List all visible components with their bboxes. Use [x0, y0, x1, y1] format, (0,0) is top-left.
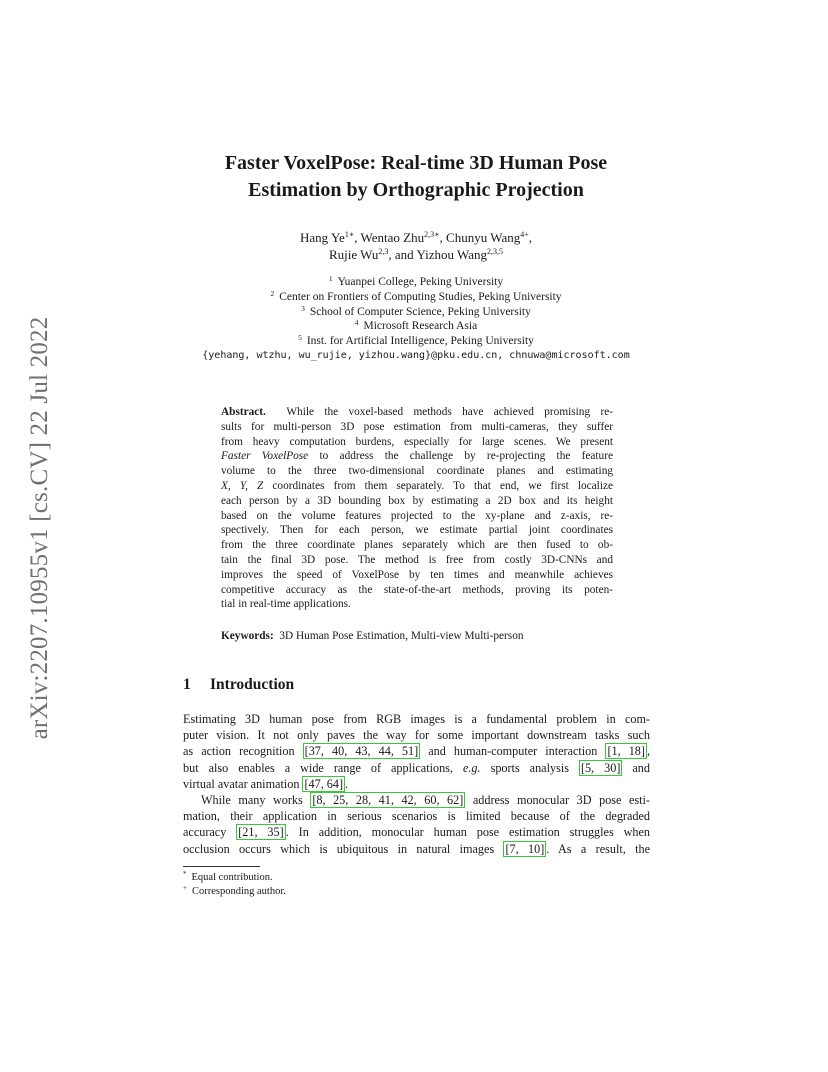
author-affil-mark: 1∗ [344, 230, 355, 239]
citation-link[interactable]: [5, 30] [580, 760, 621, 775]
body-text-span: . In addition, monocular human pose estimation struggles when [285, 825, 651, 840]
affiliation-text: Inst. for Artificial Intelligence, Peking University [306, 335, 534, 348]
section-heading [183, 676, 294, 694]
abstract-text: to address the challenge by re-projecting the feature [308, 450, 613, 463]
author-name: Rujie Wu [328, 247, 379, 262]
body-line [183, 760, 650, 776]
author-separator: , [354, 230, 361, 245]
body-text [183, 711, 650, 857]
affiliation-number: 5 [298, 333, 302, 343]
body-text-span: virtual avatar animation [183, 776, 303, 791]
abstract-line: spectively. Then for each person, we estimate partial joint coordinates [221, 524, 613, 537]
body-line: Estimating 3D human pose from RGB images is a fundamental problem in com- [183, 712, 650, 726]
section-number: 1 [183, 676, 191, 693]
title-line-2: Estimation by Orthographic Projection [248, 179, 584, 201]
author-name: Wentao Zhu [360, 230, 425, 245]
citation-link[interactable]: [21, 35] [238, 825, 284, 840]
title-line-1: Faster VoxelPose: Real-time 3D Human Pose [224, 152, 608, 174]
body-text-span: as action recognition [183, 744, 303, 759]
affiliation-number: 2 [270, 288, 275, 298]
author-line-2 [150, 246, 682, 263]
affiliation-number: 3 [301, 303, 305, 313]
math-xyz: X, Y, Z [221, 479, 264, 492]
citation-link[interactable]: [1, 18] [607, 744, 645, 759]
footnote-text: Equal contribution. [191, 872, 273, 883]
abstract-text: coordinates from them separately. To that end, we first localize [263, 479, 613, 492]
abstract-text: While the voxel-based methods have achieved promising re- [286, 406, 613, 418]
body-line [183, 841, 650, 857]
body-line: puter vision. It not only paves the way for some important downstream tasks such [183, 728, 650, 743]
affiliation-item [150, 290, 682, 305]
affiliation-number: 1 [328, 274, 333, 283]
body-text-span: sports analysis [480, 760, 579, 775]
abstract-line [221, 449, 613, 464]
affiliation-text: Yuanpei College, Peking University [337, 276, 504, 288]
author-affil-mark: 2,3,5 [487, 247, 504, 256]
author-name: Chunyu Wang [446, 230, 521, 245]
author-separator: , [528, 230, 532, 245]
abstract-line: from the three coordinate planes separately which are then fused to ob- [221, 539, 613, 552]
citation-link[interactable]: [47, 64] [304, 776, 344, 791]
body-text-span: . [345, 776, 349, 791]
body-text-span: and human-computer interaction [420, 744, 606, 759]
body-line [183, 792, 650, 808]
author-name: Hang Ye [300, 230, 345, 245]
body-line [183, 776, 650, 792]
body-text-span: address monocular 3D pose esti- [465, 792, 650, 807]
author-affil-mark: 2,3 [378, 247, 389, 256]
affiliation-text: School of Computer Science, Peking University [309, 305, 531, 318]
body-text-span: While many works [201, 792, 311, 807]
author-separator: , and [388, 247, 417, 262]
body-line [183, 743, 650, 759]
footnote-mark: * [183, 870, 187, 878]
body-text-italic: e.g. [462, 760, 481, 775]
email-addresses: {yehang, wtzhu, wu_rujie, yizhou.wang}@pku.edu.cn, chnuwa@microsoft.com [202, 349, 630, 361]
affiliation-text: Microsoft Research Asia [363, 320, 478, 333]
affiliation-item [150, 305, 682, 320]
abstract-line: volume to the three two-dimensional coordinate planes and estimating [221, 465, 613, 478]
abstract-line [221, 479, 613, 494]
body-text-span: accuracy [183, 825, 237, 840]
affiliation-number: 4 [354, 318, 359, 328]
affiliation-item [150, 275, 682, 290]
abstract-line: improves the speed of VoxelPose by ten times and meanwhile achieves [221, 568, 613, 581]
body-text-span: , [646, 744, 650, 759]
method-name: Faster VoxelPose [221, 450, 309, 463]
footnote-divider [183, 866, 260, 867]
body-text-span: . As a result, the [546, 841, 650, 856]
footnote-text: Corresponding author. [191, 886, 286, 897]
author-separator: , [439, 230, 447, 245]
abstract-line: from heavy computation burdens, especially for large scenes. We present [221, 435, 613, 448]
affiliation-list [150, 275, 682, 364]
section-title: Introduction [210, 676, 295, 693]
author-line-1 [150, 229, 682, 246]
body-text-span: occlusion occurs which is ubiquitous in natural images [183, 841, 504, 856]
body-line [183, 824, 650, 840]
footnote-item [183, 885, 286, 899]
arxiv-stamp-text: arXiv:2207.10955v1 [cs.CV] 22 Jul 2022 [26, 316, 53, 740]
abstract-line: based on the volume features projected to the xy-plane and z-axis, re- [221, 509, 613, 522]
abstract-line: each person by a 3D bounding box by estimating a 2D box and its height [221, 494, 613, 507]
footnote-item [183, 871, 286, 885]
keywords [221, 630, 613, 642]
affiliation-item [150, 319, 682, 334]
abstract-line: competitive accuracy as the state-of-the-art methods, proving its poten- [221, 583, 613, 596]
citation-link[interactable]: [37, 40, 43, 44, 51] [304, 744, 419, 759]
author-list [150, 229, 682, 263]
author-affil-mark: 2,3∗ [424, 230, 440, 239]
abstract [221, 405, 613, 612]
affiliation-text: Center on Frontiers of Computing Studies, Peking University [279, 290, 562, 303]
footnote-mark: + [183, 884, 187, 892]
keywords-label: Keywords: [221, 630, 274, 642]
citation-link[interactable]: [8, 25, 28, 41, 42, 60, 62] [312, 792, 464, 807]
body-line: mation, their application in serious scenarios is limited because of the degraded [183, 809, 650, 824]
author-affil-mark: 4+ [520, 230, 529, 239]
paper-title [150, 150, 682, 204]
author-name: Yizhou Wang [416, 247, 488, 262]
citation-link[interactable]: [7, 10] [505, 841, 545, 856]
abstract-line: tial in real-time applications. [221, 598, 351, 611]
body-text-span: and [622, 760, 650, 775]
footnotes [183, 871, 286, 899]
abstract-line: tain the final 3D pose. The method is free from costly 3D-CNNs and [221, 553, 613, 566]
body-text-span: but also enables a wide range of applications, [183, 760, 463, 775]
keywords-text: 3D Human Pose Estimation, Multi-view Multi-person [279, 630, 524, 642]
affiliation-item [150, 334, 682, 349]
abstract-label: Abstract. [221, 406, 266, 418]
abstract-line [221, 405, 613, 420]
abstract-line: sults for multi-person 3D pose estimation from multi-cameras, they suffer [221, 420, 613, 433]
